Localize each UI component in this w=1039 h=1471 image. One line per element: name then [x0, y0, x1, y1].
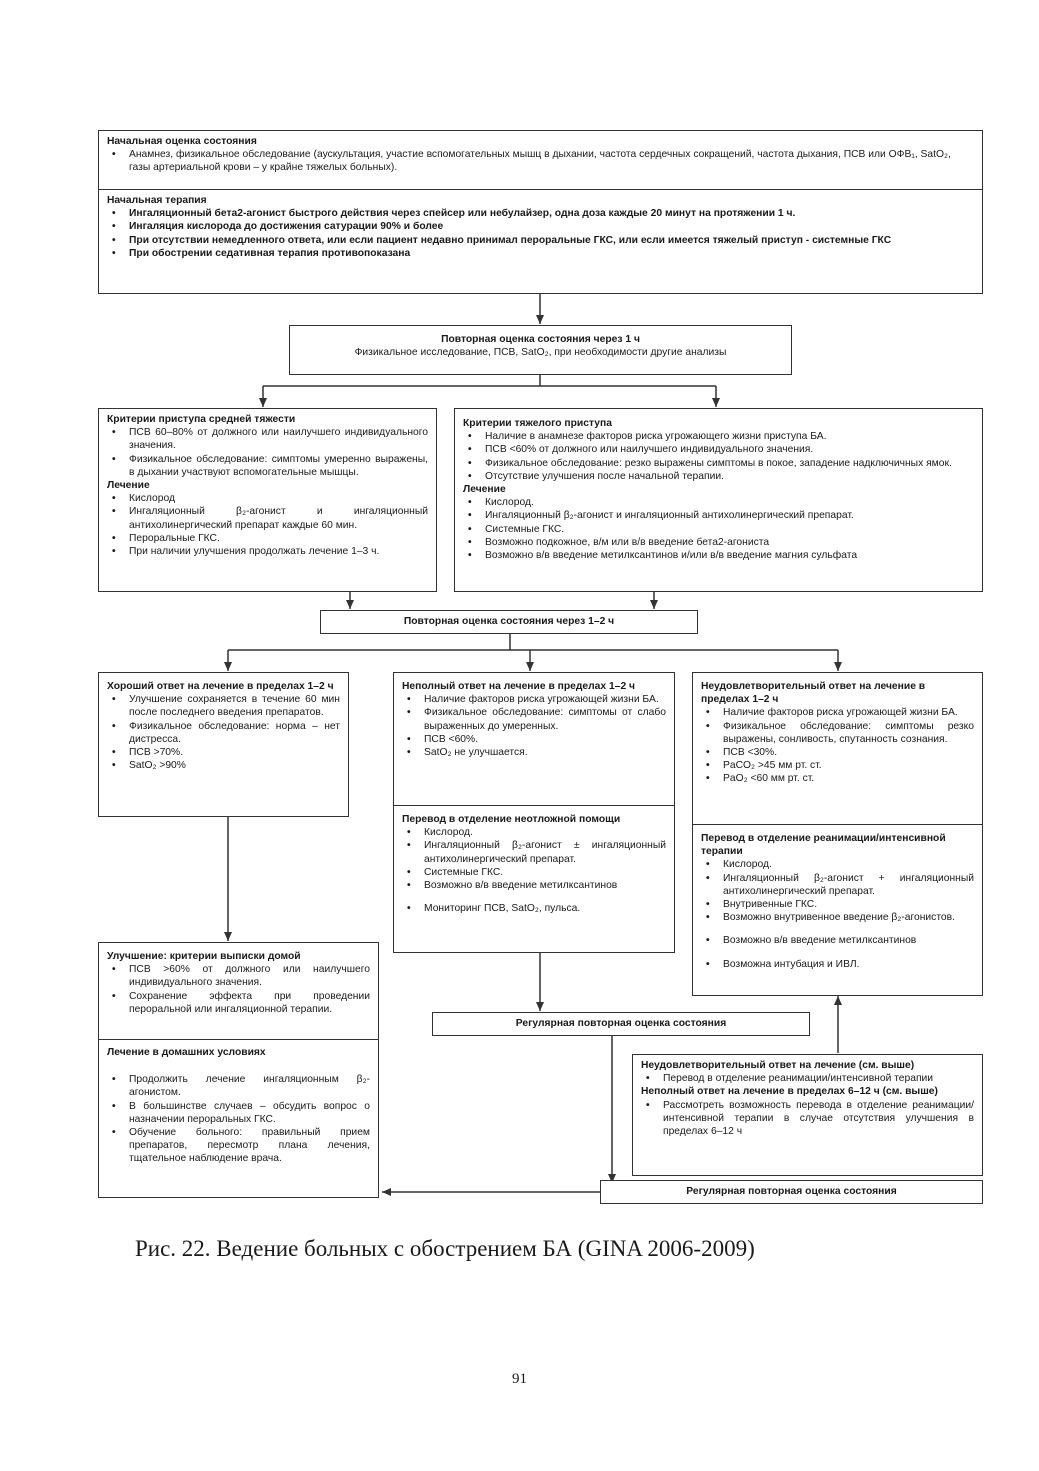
list-item: • Кислород. [463, 496, 974, 509]
initial-therapy-title: Начальная терапия [107, 195, 207, 206]
good-title: Хороший ответ на лечение в пределах 1–2 ч [107, 681, 334, 692]
list-item: • ПСВ 60–80% от должного или наилучшего индивидуального значения. [107, 426, 428, 452]
followup-box [632, 1054, 983, 1176]
list-item: • Ингаляционный β₂-агонист ± ингаляционный антихолинергический препарат. [402, 839, 666, 865]
reassess-1-2h-box [320, 610, 698, 634]
poor-response-box [692, 672, 983, 996]
list-item: • Анамнез, физикальное обследование (аускультация, участие вспомогательных мышц в дыхании, частота сердечных сокращений, частота дыхания, ПСВ или ОФВ₁, SatO₂, газы артериальной крови – у крайне тяжелых больных). [107, 148, 974, 174]
list-item: • При обострении седативная терапия противопоказана [107, 247, 974, 260]
list-item: • ПСВ <60%. [402, 733, 666, 746]
list-item: • Наличие в анамнезе факторов риска угрожающего жизни приступа БА. [463, 430, 974, 443]
list-item: • Обучение больного: правильный прием препаратов, пересмотр плана лечения, тщательное наблюдение врача. [107, 1126, 370, 1166]
list-item: • Кислород. [402, 826, 666, 839]
home-treatment-section [99, 1039, 378, 1166]
list-item: • Внутривенные ГКС. [701, 898, 974, 911]
list-item: • При отсутствии немедленного ответа, или если пациент недавно принимал пероральные ГКС, или если имеется тяжелый приступ - системные ГКС [107, 234, 974, 247]
list-item: • Ингаляционный β₂-агонист и ингаляционный антихолинергический препарат каждые 60 мин. [107, 505, 428, 531]
list-item: • При наличии улучшения продолжать лечение 1–3 ч. [107, 545, 428, 558]
severe-title: Критерии тяжелого приступа [463, 418, 612, 429]
initial-assessment-title: Начальная оценка состояния [107, 136, 257, 147]
incomplete-response-box [393, 672, 675, 953]
list-item: • Возможно в/в введение метилксантинов [402, 879, 666, 892]
list-item: • Физикальное обследование: норма – нет дистресса. [107, 720, 340, 746]
list-item: • Продолжить лечение ингаляционным β₂-агонистом. [107, 1073, 370, 1099]
list-item: • Кислород [107, 492, 428, 505]
list-item: • Возможно подкожное, в/м или в/в введение бета2-агониста [463, 536, 974, 549]
poor-action-section [693, 824, 982, 971]
list-item: • Ингаляционный бета2-агонист быстрого действия через спейсер или небулайзер, одна доза каждые 20 минут на протяжении 1 ч. [107, 207, 974, 220]
list-item: • Отсутствие улучшения после начальной терапии. [463, 470, 974, 483]
list-item: • Возможно в/в введение метилксантинов [701, 934, 974, 947]
incomplete-action-title: Перевод в отделение неотложной помощи [402, 814, 621, 825]
list-item: • ПСВ <60% от должного или наилучшего индивидуального значения. [463, 443, 974, 456]
list-item: • Физикальное обследование: симптомы от слабо выраженных до умеренных. [402, 706, 666, 732]
list-item: • Наличие факторов риска угрожающей жизни БА. [701, 706, 974, 719]
list-item: • PaCO₂ >45 мм рт. ст. [701, 759, 974, 772]
followup-poor-title: Неудовлетворительный ответ на лечение (см. выше) [641, 1060, 915, 1071]
list-item: • ПСВ <30%. [701, 746, 974, 759]
list-item: • Возможна интубация и ИВЛ. [701, 958, 974, 971]
list-item: • Ингаляционный β₂-агонист + ингаляционный антихолинергический препарат. [701, 872, 974, 898]
good-response-box [98, 672, 349, 817]
list-item: • Сохранение эффекта при проведении пероральной или ингаляционной терапии. [107, 990, 370, 1016]
list-item: • Рассмотреть возможность перевода в отделение реанимации/интенсивной терапии в случае отсутствия улучшения в пределах 6–12 ч [641, 1099, 974, 1139]
list-item: • Ингаляционный β₂-агонист и ингаляционный антихолинергический препарат. [463, 509, 974, 522]
list-item: • Улучшение сохраняется в течение 60 мин после последнего введения препаратов. [107, 693, 340, 719]
figure-caption: Рис. 22. Ведение больных с обострением БА (GINA 2006-2009) [135, 1236, 755, 1261]
list-item: • Наличие факторов риска угрожающей жизни БА. [402, 693, 666, 706]
list-item: • PaO₂ <60 мм рт. ст. [701, 772, 974, 785]
moderate-title: Критерии приступа средней тяжести [107, 414, 296, 425]
moderate-treatment-title: Лечение [107, 480, 150, 492]
list-item: • Физикальное обследование: симптомы резко выражены, сонливость, спутанность сознания. [701, 720, 974, 746]
regular-reassessment-final-title: Регулярная повторная оценка состояния [686, 1186, 897, 1197]
regular-reassessment-box [432, 1012, 810, 1036]
discharge-box [98, 942, 379, 1198]
list-item: • SatO₂ >90% [107, 759, 340, 772]
list-item: • Ингаляция кислорода до достижения сатурации 90% и более [107, 220, 974, 233]
initial-therapy-section [99, 189, 982, 264]
list-item: • Физикальное обследование: симптомы умеренно выражены, в дыхании участвуют вспомогательные мышцы. [107, 453, 428, 479]
incomplete-title: Неполный ответ на лечение в пределах 1–2 ч [402, 681, 636, 692]
list-item: • ПСВ >70%. [107, 746, 340, 759]
followup-incomplete-title: Неполный ответ на лечение в пределах 6–12 ч (см. выше) [641, 1086, 938, 1098]
list-item: • Системные ГКС. [463, 523, 974, 536]
list-item: • В большинстве случаев – обсудить вопрос о назначении пероральных ГКС. [107, 1100, 370, 1126]
moderate-criteria-box [98, 408, 437, 592]
regular-reassessment-final-box [600, 1180, 983, 1204]
poor-title: Неудовлетворительный ответ на лечение в пределах 1–2 ч [701, 681, 926, 706]
list-item: • Возможно в/в введение метилксантинов и/или в/в введение магния сульфата [463, 549, 974, 562]
home-treatment-title: Лечение в домашних условиях [107, 1047, 266, 1058]
severe-criteria-box [454, 408, 983, 592]
severe-treatment-title: Лечение [463, 484, 506, 496]
incomplete-action-section [394, 805, 674, 915]
list-item: • ПСВ >60% от должного или наилучшего индивидуального значения. [107, 963, 370, 989]
list-item: • Перевод в отделение реанимации/интенсивной терапии [641, 1072, 974, 1085]
reassess-1h-title: Повторная оценка состояния через 1 ч [441, 334, 640, 345]
list-item: • Системные ГКС. [402, 866, 666, 879]
list-item: • Мониторинг ПСВ, SatO₂, пульса. [402, 902, 666, 915]
discharge-title: Улучшение: критерии выписки домой [107, 951, 301, 962]
reassess-1h-text: Физикальное исследование, ПСВ, SatO₂, при необходимости другие анализы [354, 347, 727, 359]
list-item: • Физикальное обследование: резко выражены симптомы в покое, западение надключичных ямок. [463, 457, 974, 470]
list-item: • SatO₂ не улучшается. [402, 746, 666, 759]
page-number: 91 [512, 1371, 527, 1387]
reassess-1-2h-title: Повторная оценка состояния через 1–2 ч [403, 616, 615, 627]
initial-assessment-box [98, 130, 983, 294]
list-item: • Кислород. [701, 858, 974, 871]
list-item: • Возможно внутривенное введение β₂-агонистов. [701, 911, 974, 924]
list-item: • Пероральные ГКС. [107, 532, 428, 545]
poor-action-title: Перевод в отделение реанимации/интенсивной терапии [701, 833, 946, 858]
reassess-1h-box [289, 325, 792, 375]
regular-reassessment-title: Регулярная повторная оценка состояния [515, 1018, 727, 1029]
